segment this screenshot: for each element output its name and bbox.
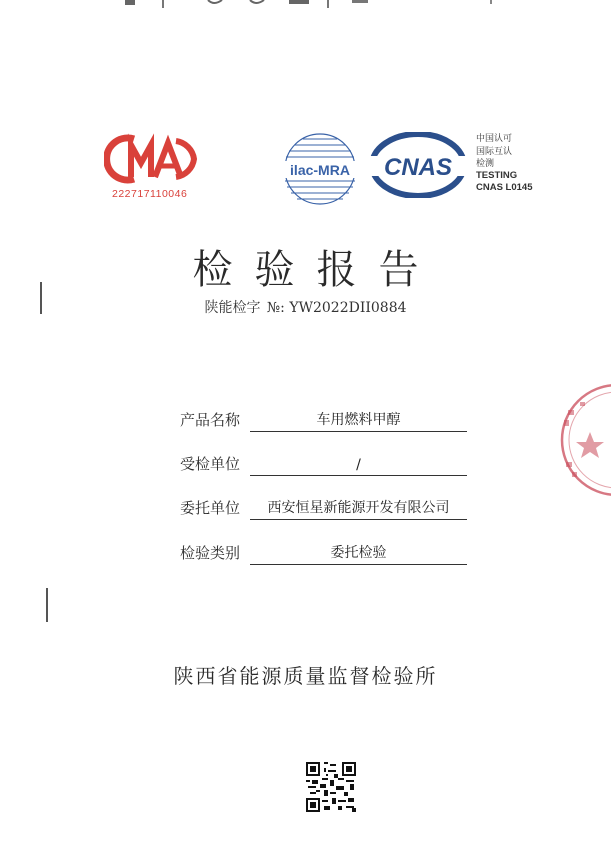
cnas-text-line: 国际互认 [476,145,513,156]
cma-logo [104,133,200,203]
cnas-text-line: 中国认可 [476,133,513,143]
ilac-mra-logo [281,131,359,207]
field-label: 委托单位 [180,499,241,517]
cnas-text-line: 检测 [476,158,495,168]
field-label: 产品名称 [180,411,241,429]
cnas-text-line: TESTING [476,169,518,181]
report-title: 检验报告 [192,247,441,293]
field-underline [250,564,467,565]
cnas-accreditation-text [476,132,533,195]
field-value: 车用燃料甲醇 [316,412,401,428]
field-label: 检验类别 [180,544,241,562]
field-value: 委托检验 [330,545,387,561]
report-number-prefix: 陕能检字 [204,300,261,316]
cnas-logo [370,132,466,198]
issuing-organization: 陕西省能源质量监督检验所 [173,664,438,688]
field-value: 西安恒星新能源开发有限公司 [267,500,450,516]
field-label: 受检单位 [180,455,241,473]
field-underline [250,431,467,432]
qr-code-icon [306,762,356,812]
scan-edge-mark [46,588,48,622]
cnas-text-line: CNAS L0145 [476,182,533,193]
cma-certificate-number: 222717110046 [112,188,188,200]
ilac-label: ilac-MRA [290,162,350,178]
field-underline [250,475,467,476]
field-underline [250,519,467,520]
official-seal-stamp [552,380,611,510]
scan-edge-mark [40,282,42,314]
scan-edge-marks [0,0,611,14]
field-value: / [356,457,361,473]
cma-mark-icon [104,133,200,185]
report-number [0,297,611,317]
report-number-value: №: YW2022DII0884 [266,300,407,316]
cnas-label: CNAS [383,154,453,181]
